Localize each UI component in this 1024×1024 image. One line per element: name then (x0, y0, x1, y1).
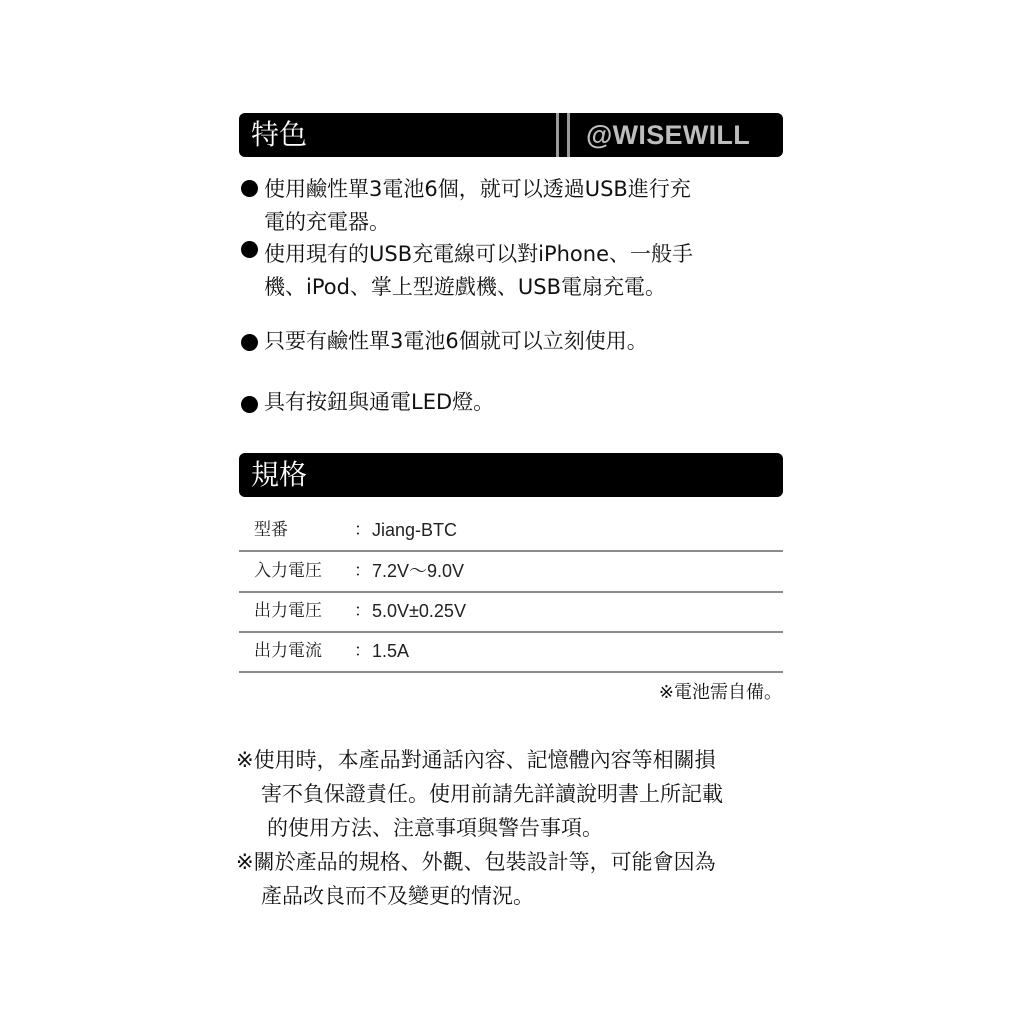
watermark-logo (553, 113, 783, 157)
feature-text: 具有按鈕與通電LED燈。 (264, 390, 495, 414)
features-title: 特色 (251, 118, 308, 151)
spec-label: 型番 (254, 520, 288, 540)
feature-text: 只要有鹼性單3電池6個就可以立刻使用。 (264, 329, 648, 353)
notice-block (236, 845, 796, 913)
spec-row (239, 510, 783, 552)
bullet-icon (241, 396, 258, 413)
watermark-text: @WISEWILL (586, 120, 751, 150)
bullet-icon (241, 334, 258, 351)
spec-row (239, 631, 783, 673)
spec-value: 5.0V±0.25V (372, 601, 466, 621)
feature-text: 使用現有的USB充電線可以對iPhone、一般手 (264, 242, 693, 266)
features-header-bar (239, 113, 783, 157)
notice-text: 產品改良而不及變更的情況。 (261, 884, 534, 908)
spec-row (239, 551, 783, 593)
spec-separator: ： (354, 601, 371, 621)
spec-row (239, 591, 783, 633)
feature-text: 機、iPod、掌上型遊戲機、USB電扇充電。 (264, 275, 667, 299)
notice-block (236, 743, 796, 845)
feature-text: 使用鹼性單3電池6個，就可以透過USB進行充 (264, 177, 691, 201)
spec-label: 入力電圧 (254, 561, 322, 581)
spec-label: 出力電圧 (254, 601, 322, 621)
battery-note: ※電池需自備。 (658, 682, 782, 703)
spec-value: 1.5A (372, 641, 410, 661)
watermark-divider (556, 113, 559, 157)
spec-separator: ： (354, 520, 371, 540)
notice-text: 的使用方法、注意事項與警告事項。 (267, 816, 603, 840)
feature-text: 電的充電器。 (264, 210, 390, 234)
bullet-icon (241, 180, 258, 197)
spec-separator: ： (354, 641, 371, 661)
notice-text: 害不負保證責任。使用前請先詳讀說明書上所記載 (261, 782, 723, 806)
notice-text: ※使用時，本產品對通話內容、記憶體內容等相關損 (236, 748, 716, 772)
specs-header-bar (239, 453, 783, 497)
spec-separator: ： (354, 561, 371, 581)
bullet-icon (241, 241, 258, 258)
notice-text: ※關於產品的規格、外觀、包裝設計等，可能會因為 (236, 850, 716, 874)
spec-label: 出力電流 (254, 641, 322, 661)
spec-value: Jiang-BTC (372, 520, 458, 540)
watermark-divider (567, 113, 570, 157)
spec-value: 7.2V〜9.0V (372, 561, 465, 581)
specs-title: 規格 (251, 458, 308, 491)
